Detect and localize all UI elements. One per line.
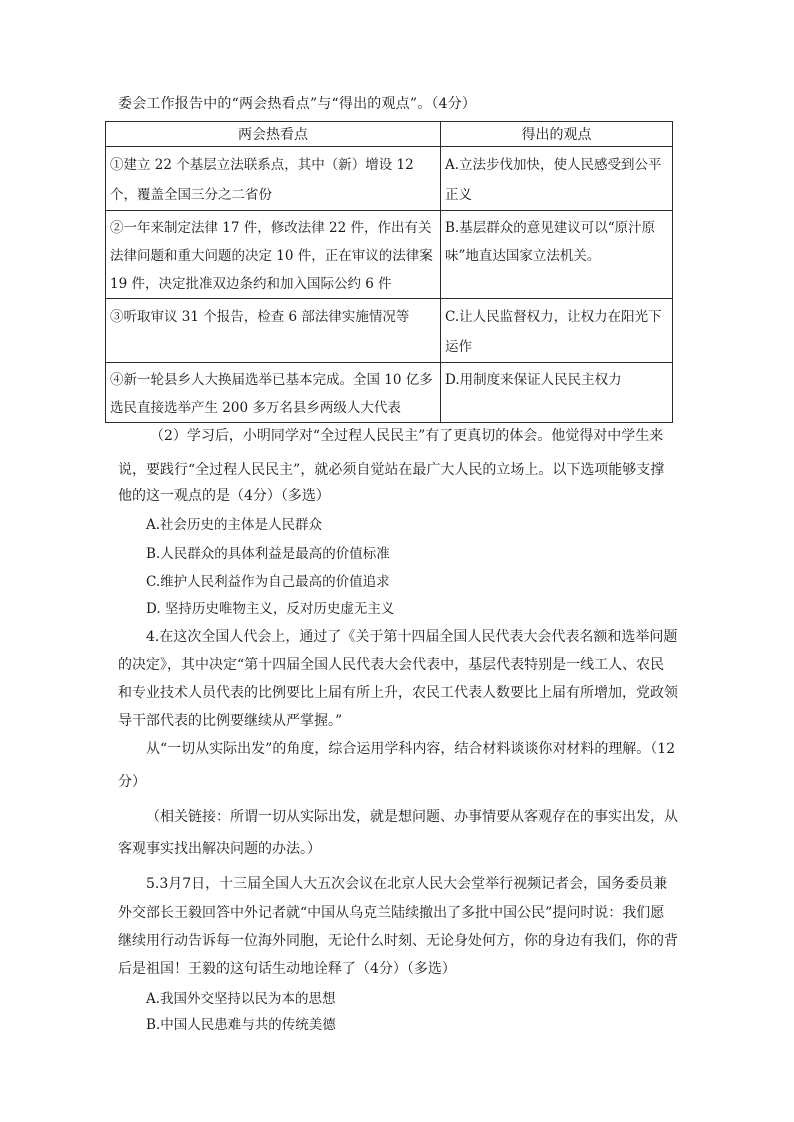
table-row [106,299,673,363]
q4-text-line: 和专业技术人员代表的比例要比上届有所上升，农民工代表人数要比上届有所增加，党政领 [118,685,678,701]
hotspot-cell: ③听取审议 31 个报告，检查 6 部法律实施情况等 [106,299,441,363]
q4-ask-line: 分） [118,774,146,790]
q2-text-line: （2）学习后，小明同学对“全过程人民民主”有了更真切的体会。他觉得对中学生来 [150,428,664,444]
viewpoint-cell: A.立法步伐加快，使人民感受到公平正义 [441,147,673,211]
table-row [106,147,673,211]
q4-link-line: （相关链接：所谓一切从实际出发，就是想问题、办事情要从客观存在的事实出发，从 [146,809,678,825]
q5-text-line: 继续用行动告诉每一位海外同胞，无论什么时刻、无论身处何方，你的身边有我们，你的背 [118,933,678,949]
q5-text-line: 外交部长王毅回答中外记者就“中国从乌克兰陆续撤出了多批中国公民”提问时说：我们愿 [118,905,665,921]
q2-text-line: 说，要践行“全过程人民民主”，就必须自觉站在最广大人民的立场上。以下选项能够支撑 [118,462,665,478]
q5-text-line: 5.3月7日，十三届全国人大五次会议在北京人民大会堂举行视频记者会，国务委员兼 [146,876,668,892]
q2-option-a: A.社会历史的主体是人民群众 [146,517,323,533]
header-hotspots: 两会热看点 [106,122,441,147]
table-header-row [106,122,673,147]
q5-option-b: B.中国人民患难与共的传统美德 [146,1017,336,1033]
q4-text-line: 的决定》，其中决定“第十四届全国人民代表大会代表中，基层代表特别是一线工人、农民 [118,657,665,673]
q5-text-line: 后是祖国！王毅的这句话生动地诠释了（4分）（多选） [118,961,456,977]
header-viewpoints: 得出的观点 [441,122,673,147]
hotspot-cell: ④新一轮县乡人大换届选举已基本完成。全国 10 亿多选民直接选举产生 200 多万名县乡两级人大代表 [106,363,441,423]
q5-option-a: A.我国外交坚持以民为本的思想 [146,991,336,1007]
q2-option-d: D. 坚持历史唯物主义，反对历史虚无主义 [146,601,395,617]
table-row [106,363,673,423]
viewpoint-cell: C.让人民监督权力，让权力在阳光下运作 [441,299,673,363]
q2-text-line: 他的这一观点的是（4分）（多选） [118,488,330,504]
table-row [106,211,673,299]
q4-text-line: 4.在这次全国人代会上，通过了《关于第十四届全国人民代表大会代表名额和选举问题 [146,629,678,645]
q2-option-b: B.人民群众的具体利益是最高的价值标准 [146,546,390,562]
viewpoint-cell: B.基层群众的意见建议可以“原汁原味”地直达国家立法机关。 [441,211,673,299]
table-intro: 委会工作报告中的“两会热看点”与“得出的观点”。（4分） [118,96,477,112]
hotspots-table [105,121,673,423]
q4-ask-line: 从“一切从实际出发”的角度，综合运用学科内容，结合材料谈谈你对材料的理解。（12 [146,741,676,757]
q4-link-line: 客观事实找出解决问题的办法。） [118,841,321,857]
q2-option-c: C.维护人民利益作为自己最高的价值追求 [146,574,390,590]
viewpoint-cell: D.用制度来保证人民民主权力 [441,363,673,423]
q4-text-line: 导干部代表的比例要继续从严掌握。” [118,713,343,729]
hotspot-cell: ②一年来制定法律 17 件，修改法律 22 件，作出有关法律问题和重大问题的决定 10 件，正在审议的法律案 19 件，决定批准双边条约和加入国际公约 6 件 [106,211,441,299]
hotspot-cell: ①建立 22 个基层立法联系点，其中（新）增设 12 个，覆盖全国三分之二省份 [106,147,441,211]
